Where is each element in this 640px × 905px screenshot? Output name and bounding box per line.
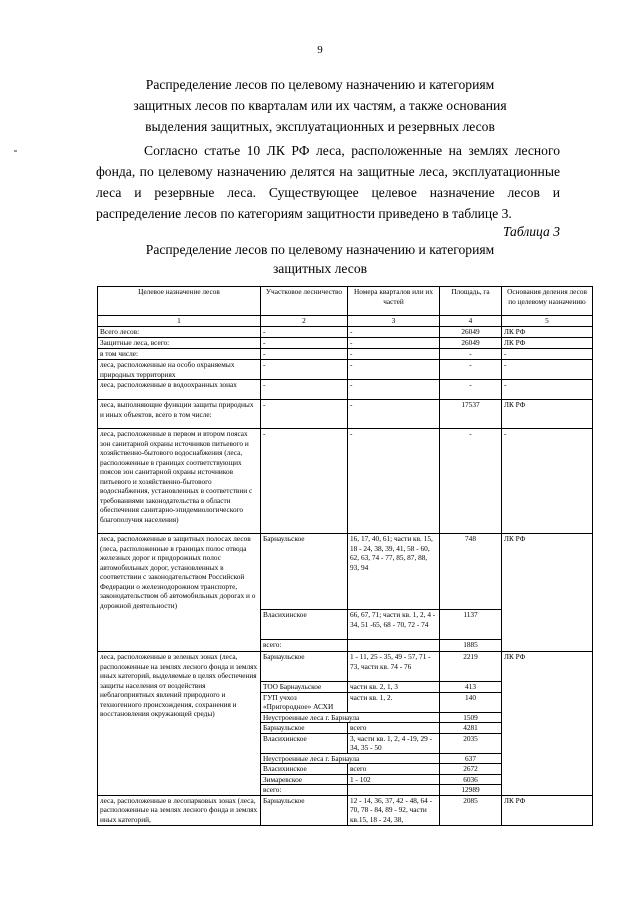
- quarters-cell: -: [348, 400, 440, 429]
- purpose-cell: леса, расположенные в первом и втором поясах зон санитарной охраны источников питьевого и хозяйственно-бытового водоснабжения (леса, расположенные в границах соответствующих поясов зон санитарной охраны источников питьевого и хозяйственно-бытового водоснабжения, установленных в соответствии с требованиями законодательства в области обеспечения санитарно-эпидемиологического благополучия населения): [98, 429, 261, 534]
- table-row: [98, 429, 593, 534]
- area-cell: -: [440, 429, 502, 534]
- heading-line-1: Распределение лесов по целевому назначению и категориям: [145, 77, 495, 92]
- district-cell: -: [261, 327, 348, 338]
- purpose-cell: Всего лесов:: [98, 327, 261, 338]
- district-cell: ТОО Барнаульское: [261, 682, 348, 693]
- district-cell: Барнаульское: [261, 723, 348, 734]
- district-cell: Зимаревское: [261, 774, 348, 785]
- area-cell: 6036: [440, 774, 502, 785]
- purpose-cell: леса, расположенные в лесопарковых зонах (леса, расположенные на землях лесного фонда и землях иных категорий,: [98, 795, 261, 825]
- quarters-cell: всего: [348, 764, 440, 775]
- area-cell: 748: [440, 534, 502, 610]
- area-cell: 2219: [440, 652, 502, 682]
- district-cell: Барнаульское: [261, 534, 348, 610]
- scan-speck: [14, 150, 17, 152]
- quarters-cell: 3, части кв. 1, 2, 4 -19, 29 - 34, 35 - 50: [348, 733, 440, 753]
- purpose-cell: Защитные леса, всего:: [98, 338, 261, 349]
- quarters-cell: -: [348, 327, 440, 338]
- district-cell: -: [261, 400, 348, 429]
- table-header-row: [98, 287, 593, 316]
- section-heading: [80, 74, 560, 137]
- area-cell: 12989: [440, 785, 502, 796]
- table-row: [98, 534, 593, 610]
- header-area: Площадь, га: [440, 287, 502, 316]
- header-purpose: Целевое назначение лесов: [98, 287, 261, 316]
- quarters-cell: -: [348, 349, 440, 360]
- area-cell: 2085: [440, 795, 502, 825]
- district-cell: всего:: [261, 785, 348, 796]
- body-paragraph: Согласно статье 10 ЛК РФ леса, расположенные на землях лесного фонда, по целевому назначению делятся на защитные леса, эксплуатационные леса и резервные леса. Существующее целевое назначение лесов и распределение лесов по категориям защитности приведено в таблице 3.: [96, 143, 560, 221]
- area-cell: -: [440, 349, 502, 360]
- area-cell: 26049: [440, 327, 502, 338]
- table-title-line-1: Распределение лесов по целевому назначению и категориям: [145, 242, 495, 257]
- district-cell: -: [261, 349, 348, 360]
- district-cell: Неустроенные леса г. Барнаула: [261, 712, 440, 723]
- basis-cell: ЛК РФ: [502, 338, 593, 349]
- header-basis: Основания деления лесов по целевому назначению: [502, 287, 593, 316]
- area-cell: 1137: [440, 610, 502, 640]
- table-title: [100, 240, 540, 278]
- table-row: [98, 380, 593, 400]
- basis-cell: ЛК РФ: [502, 795, 593, 825]
- column-number: 2: [261, 316, 348, 327]
- area-cell: 140: [440, 692, 502, 712]
- district-cell: -: [261, 360, 348, 380]
- table-row: [98, 400, 593, 429]
- heading-line-2: защитных лесов по кварталам или их частям, а также основания: [133, 98, 507, 113]
- table-row: [98, 360, 593, 380]
- column-number-row: [98, 316, 593, 327]
- table-row: [98, 652, 593, 682]
- district-cell: ГУП учхоз «Пригородное» АСХИ: [261, 692, 348, 712]
- area-cell: 413: [440, 682, 502, 693]
- table-caption: Таблица 3: [502, 224, 560, 239]
- quarters-cell: 1 - 102: [348, 774, 440, 785]
- quarters-cell: [348, 640, 440, 652]
- basis-cell: ЛК РФ: [502, 534, 593, 652]
- quarters-cell: [348, 785, 440, 796]
- quarters-cell: части кв. 2, 1, 3: [348, 682, 440, 693]
- basis-cell: ЛК РФ: [502, 400, 593, 429]
- quarters-cell: 12 - 14, 36, 37, 42 - 48, 64 - 70, 78 - 84, 89 - 92, части кв.15, 18 - 24, 38,: [348, 795, 440, 825]
- district-cell: Неустроенные леса г. Барнаула: [261, 753, 440, 764]
- column-number: 5: [502, 316, 593, 327]
- quarters-cell: -: [348, 360, 440, 380]
- quarters-cell: 66, 67, 71; части кв. 1, 2, 4 - 34, 51 -65, 68 - 70, 72 - 74: [348, 610, 440, 640]
- table-row: [98, 795, 593, 825]
- basis-cell: -: [502, 380, 593, 400]
- table-row: [98, 327, 593, 338]
- quarters-cell: -: [348, 380, 440, 400]
- table-title-line-2: защитных лесов: [272, 261, 368, 276]
- district-cell: Власихинское: [261, 733, 348, 753]
- table-row: [98, 338, 593, 349]
- quarters-cell: -: [348, 429, 440, 534]
- basis-cell: -: [502, 349, 593, 360]
- area-cell: -: [440, 380, 502, 400]
- purpose-cell: в том числе:: [98, 349, 261, 360]
- district-cell: Власихинское: [261, 764, 348, 775]
- header-quarters: Номера кварталов или их частей: [348, 287, 440, 316]
- area-cell: 1509: [440, 712, 502, 723]
- column-number: 3: [348, 316, 440, 327]
- purpose-cell: леса, расположенные в водоохранных зонах: [98, 380, 261, 400]
- quarters-cell: 16, 17, 40, 61; части кв. 15, 18 - 24, 38, 39, 41, 58 - 60, 62, 63, 74 - 77, 85, 87, 88, 93, 94: [348, 534, 440, 610]
- basis-cell: -: [502, 360, 593, 380]
- quarters-cell: -: [348, 338, 440, 349]
- area-cell: 4281: [440, 723, 502, 734]
- purpose-cell: леса, расположенные на особо охраняемых природных территориях: [98, 360, 261, 380]
- basis-cell: -: [502, 429, 593, 534]
- district-cell: Власихинское: [261, 610, 348, 640]
- area-cell: 2035: [440, 733, 502, 753]
- district-cell: Барнаульское: [261, 795, 348, 825]
- area-cell: 17537: [440, 400, 502, 429]
- area-cell: 2672: [440, 764, 502, 775]
- purpose-cell: леса, расположенные в зеленых зонах (леса, расположенные на землях лесного фонда и землях иных категорий, выделяемые в целях обеспечения защиты населения от воздействия неблагоприятных явлений природного и техногенного происхождения, сохранения и восстановления окружающей среды): [98, 652, 261, 796]
- area-cell: 26049: [440, 338, 502, 349]
- table-row: [98, 349, 593, 360]
- district-cell: всего:: [261, 640, 348, 652]
- header-district: Участковое лесничество: [261, 287, 348, 316]
- forest-distribution-table: [97, 286, 593, 826]
- district-cell: -: [261, 338, 348, 349]
- column-number: 4: [440, 316, 502, 327]
- area-cell: 637: [440, 753, 502, 764]
- area-cell: -: [440, 360, 502, 380]
- district-cell: -: [261, 429, 348, 534]
- heading-line-3: выделения защитных, эксплуатационных и резервных лесов: [145, 119, 495, 134]
- page-number: 9: [317, 44, 323, 56]
- basis-cell: ЛК РФ: [502, 327, 593, 338]
- purpose-cell: леса, выполняющие функции защиты природных и иных объектов, всего в том числе:: [98, 400, 261, 429]
- purpose-cell: леса, расположенные в защитных полосах лесов (леса, расположенные в границах полос отвода железных дорог и придорожных полос автомобильных дорог, установленных в соответствии с законодательством Российской Федерации о железнодорожном транспорте, законодательством об автомобильных дорогах и о дорожной деятельности): [98, 534, 261, 652]
- basis-cell: ЛК РФ: [502, 652, 593, 796]
- area-cell: 1885: [440, 640, 502, 652]
- quarters-cell: всего: [348, 723, 440, 734]
- quarters-cell: части кв. 1, 2.: [348, 692, 440, 712]
- district-cell: -: [261, 380, 348, 400]
- column-number: 1: [98, 316, 261, 327]
- district-cell: Барнаульское: [261, 652, 348, 682]
- quarters-cell: 1 - 11, 25 - 35, 49 - 57, 71 - 73, части кв. 74 - 76: [348, 652, 440, 682]
